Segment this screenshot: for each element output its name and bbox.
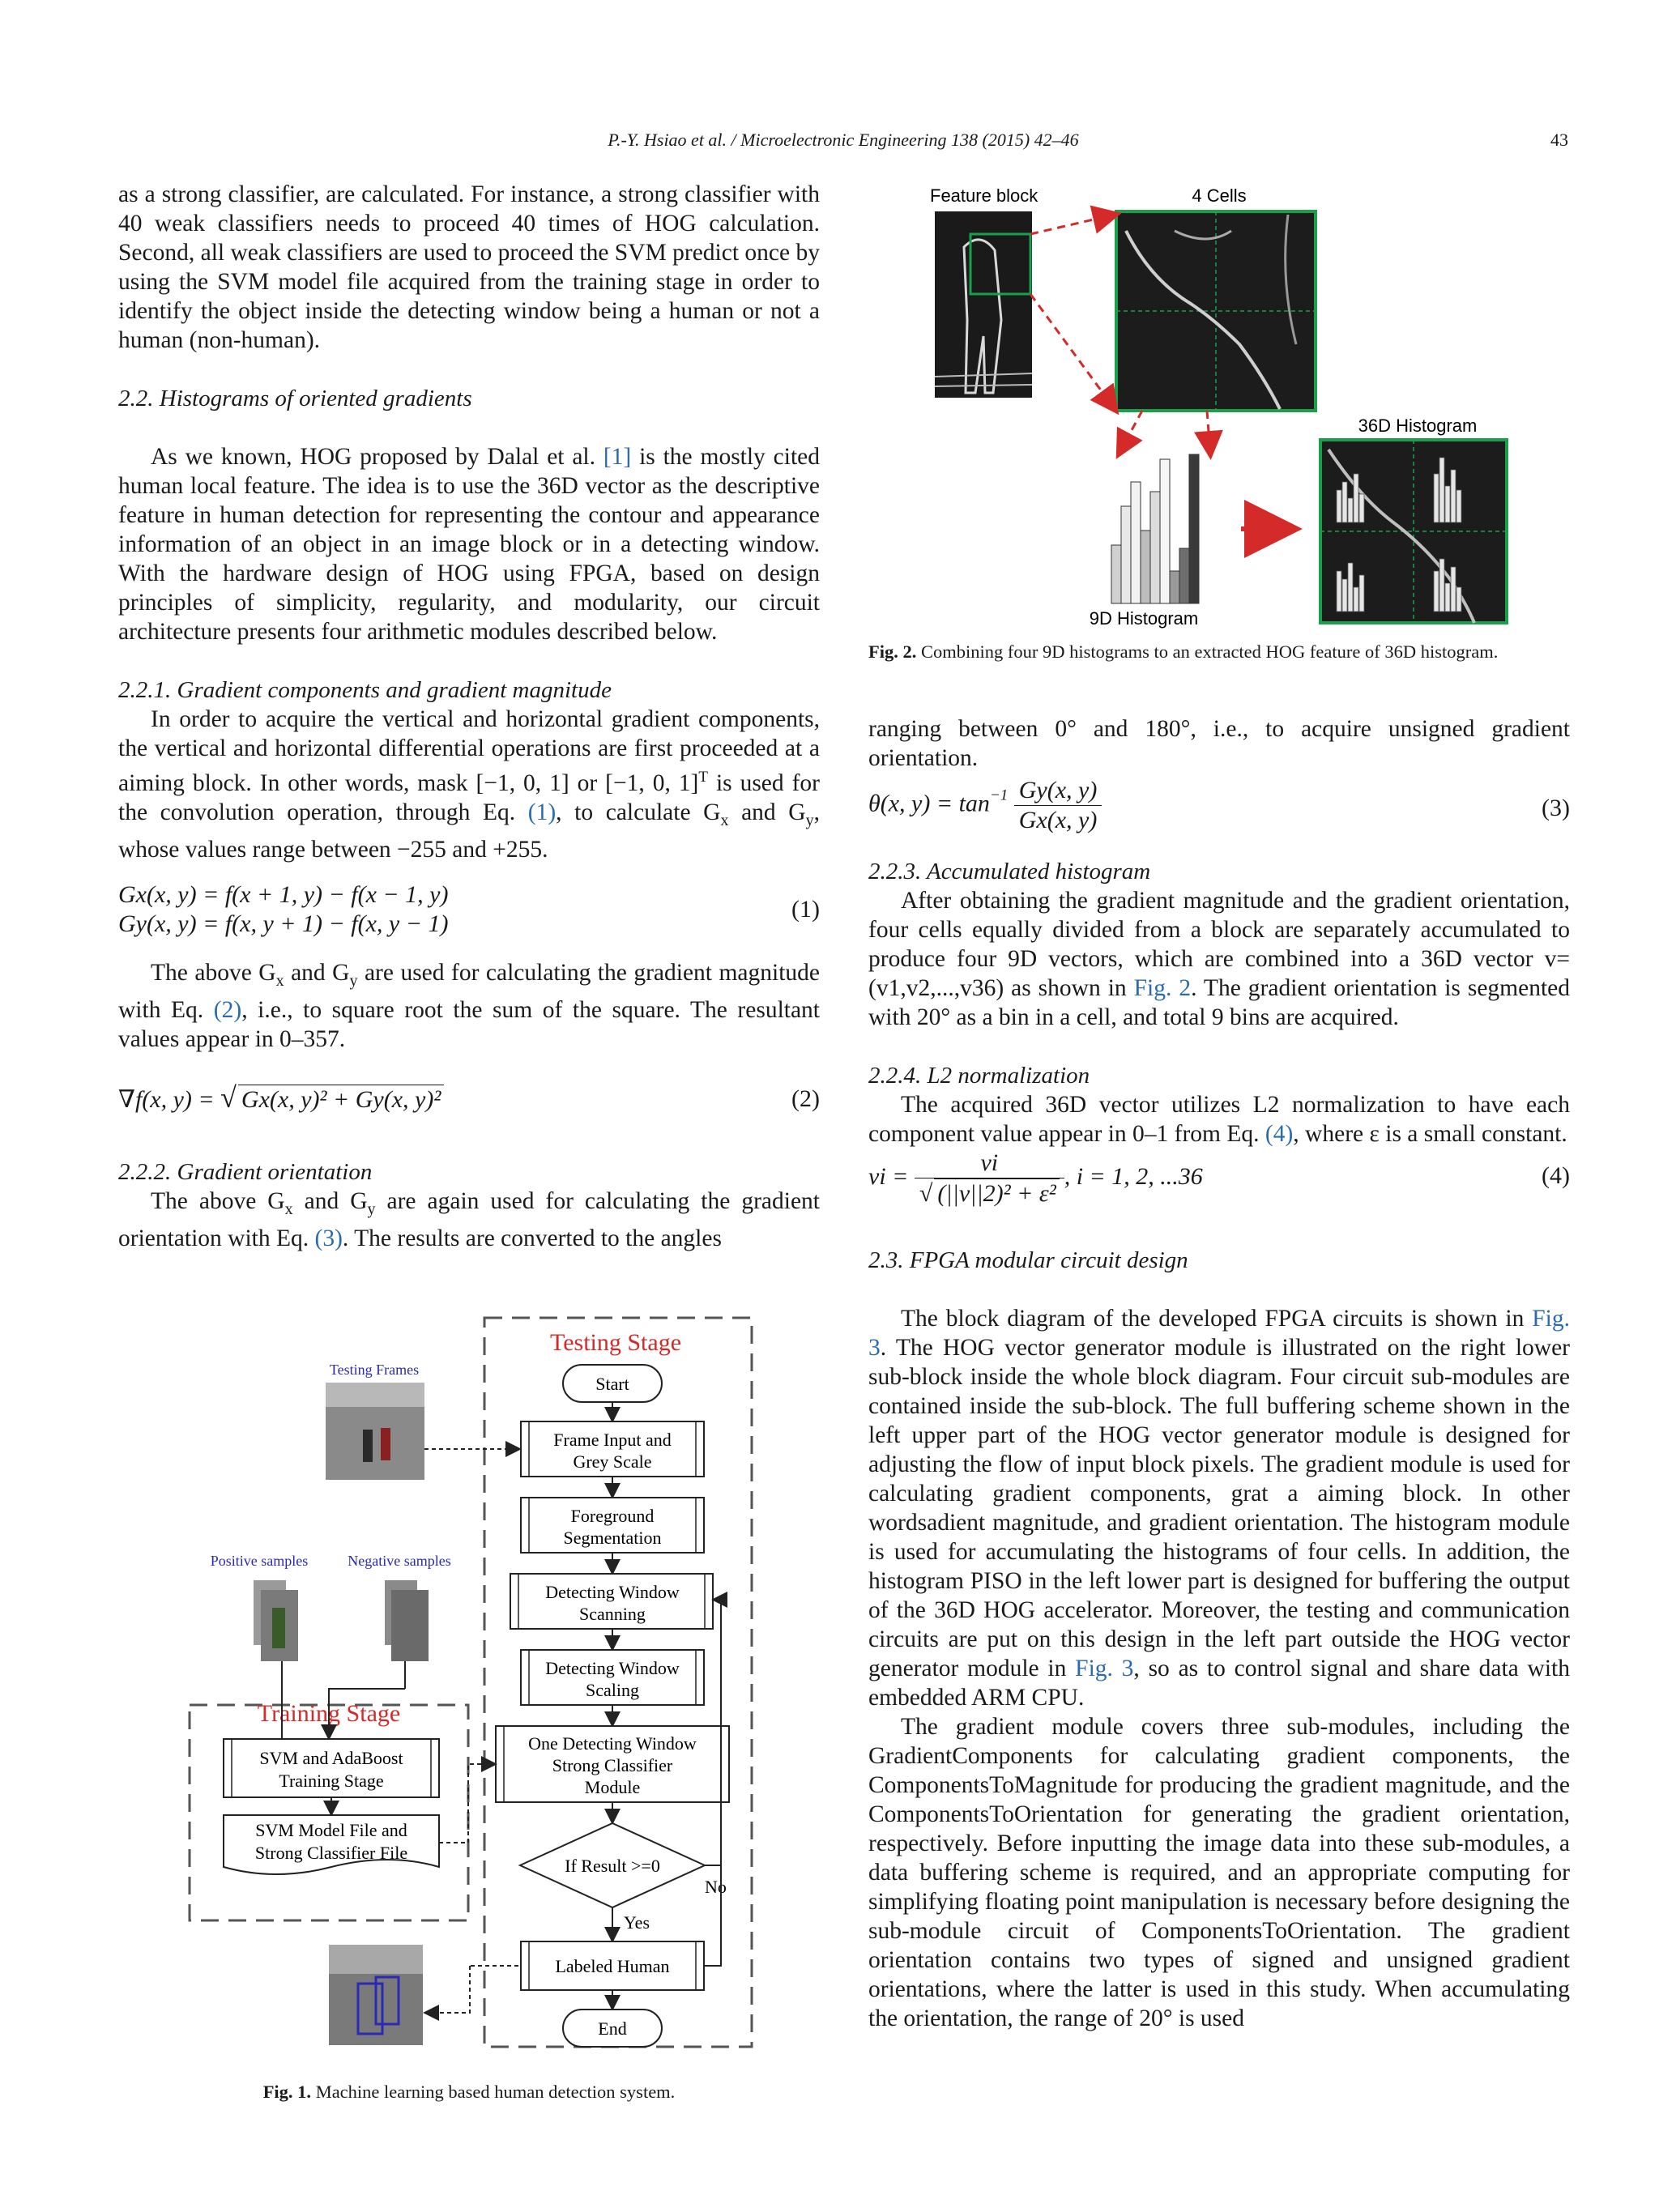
equation-1-number: (1) [791, 895, 820, 923]
nine-d-histogram [1111, 454, 1199, 603]
equation-2: ∇f(x, y) = √ Gx(x, y)² + Gy(x, y)² (2) [118, 1080, 820, 1114]
positive-samples-label: Positive samples [210, 1553, 309, 1569]
figure-1 [146, 1308, 778, 2090]
strong-classifier-line-2: Strong Classifier [552, 1755, 673, 1775]
negative-samples-label: Negative samples [348, 1553, 451, 1569]
paragraph-intro: as a strong classifier, are calculated. For instance, a strong classifier with 40 weak classifiers needs to proceed 40 times of HOG calculation. Second, all weak classifiers are used to proceed the SVM predict once by using the SVM model file acquired from the training stage in order to identify the object inside the detecting window being a human or not a human (non-human). [118, 181, 820, 353]
equation-4-number: (4) [1542, 1162, 1570, 1189]
paragraph-continued: ranging between 0° and 180°, i.e., to acquire unsigned gradient orientation. [868, 716, 1570, 771]
section-heading-2-2-3: 2.2.3. Accumulated histogram [868, 859, 1151, 884]
yes-label: Yes [624, 1912, 650, 1933]
strong-classifier-line-1: One Detecting Window [528, 1733, 697, 1754]
eq-link-3[interactable]: (3) [314, 1225, 343, 1251]
equation-4-fraction: $\frac{vi}{\text{√ (||v||2)² + ε²}}$ [915, 1149, 1064, 1208]
equation-3: θ(x, $y) = \tan^{-1}$ $\frac{Gy(x, y)}{Gx(x, y)}$ (3) [868, 777, 1570, 833]
svm-training-line-1: SVM and AdaBoost [259, 1748, 403, 1768]
fig-link-2[interactable]: Fig. 2 [1133, 975, 1192, 1001]
figure-1-diagram [146, 1308, 778, 2090]
nine-d-histogram-label: 9D Histogram [1089, 608, 1199, 629]
frame-input-line-1: Frame Input and [553, 1430, 672, 1450]
journal-citation: P.-Y. Hsiao et al. / Microelectronic Engineering 138 (2015) 42–46 [608, 130, 1079, 150]
dw-scaling-line-1: Detecting Window [545, 1658, 680, 1678]
section-heading-2-2-2: 2.2.2. Gradient orientation [118, 1158, 373, 1185]
paragraph-2-2-1: In order to acquire the vertical and horizontal gradient components, the vertical and horizontal differential operations are first proceeded at a aiming block. In other words, mask [−1, 0, 1] or [−1, 0, 1]$^T$ is used for the convolution operation, through Eq. (1), to calculate $G_x$ and $G_y$, whose values range between −255 and +255. [118, 706, 820, 863]
feature-block-label: Feature block [930, 185, 1038, 206]
figure-2-diagram [907, 182, 1539, 636]
page-number: 43 [1550, 130, 1568, 150]
eq-link-4[interactable]: (4) [1265, 1121, 1294, 1147]
paragraph-2-2: As we known, HOG proposed by Dalal et al. [1] is the mostly cited human local feature. The idea is to use the 36D vector as the descriptive feature in human detection for representing the contour and appearance information of an object in an image block or in a detecting window. With the hardware design of HOG using FPGA, based on design principles of simplicity, regularity, and modularity, our circuit architecture presents four arithmetic modules described below. [118, 444, 820, 645]
svm-file-line-1: SVM Model File and [255, 1820, 407, 1840]
foreground-line-1: Foreground [570, 1506, 655, 1526]
paragraph-2-2-2: The above $G_x$ and $G_y$ are again used for calculating the gradient orientation with Eq. (3). The results are converted to the angles [118, 1187, 820, 1251]
start-label: Start [595, 1374, 629, 1394]
svm-training-line-2: Training Stage [279, 1771, 384, 1791]
paragraph-2-3-b: The gradient module covers three sub-modules, including the GradientComponents for calculating gradient components, the ComponentsToMagnitude for producing the gradient magnitude, and the ComponentsToOrientation for generating the gradient orientation, respectively. Before inputting the image data into these sub-modules, a data buffering scheme is required, and an appropriate computing for simplifying floating point manipulation is necessary before designing the sub-module circuit of ComponentsToOrientation. The gradient orientation contains two types of signed and unsigned gradient orientations, where the latter is used in this study. When accumulating the orientation, the range of 20° is used [868, 1714, 1570, 2031]
fig-link-3a[interactable]: Fig. 3 [868, 1306, 1570, 1361]
testing-frames-label: Testing Frames [329, 1362, 420, 1378]
thirty-six-d-histogram-label: 36D Histogram [1358, 416, 1478, 436]
equation-2-number: (2) [791, 1085, 820, 1112]
section-heading-2-2-4: 2.2.4. L2 normalization [868, 1063, 1090, 1089]
paragraph-2-2-3: After obtaining the gradient magnitude and the gradient orientation, four cells equally divided from a block are separately accumulated to produce four 9D vectors, which are combined into a 36D vector v=(v1,v2,...,v36) as shown in Fig. 2. The gradient orientation is segmented with 20° as a bin in a cell, and total 9 bins are acquired. [868, 888, 1571, 1030]
dw-scaling-line-2: Scaling [586, 1680, 639, 1700]
paragraph-magnitude: The above $G_x$ and $G_y$ are used for calculating the gradient magnitude with Eq. (2), i.e., to square root the sum of the square. The resultant values appear in 0–357. [118, 959, 821, 1052]
equation-2-radicand: Gx(x, y)² + Gy(x, y)² [238, 1085, 444, 1115]
left-column [118, 180, 820, 1253]
equation-3-fraction: $\frac{Gy(x, y)}{Gx(x, y)}$ [1014, 776, 1102, 835]
eq-link-1[interactable]: (1) [527, 799, 557, 825]
svm-file-line-2: Strong Classifier File [254, 1843, 408, 1863]
foreground-line-2: Segmentation [563, 1528, 662, 1548]
equation-1-line-2: Gy(x, y) = f(x, y + 1) − f(x, y − 1) [118, 910, 449, 937]
equation-3-number: (3) [1542, 795, 1570, 821]
dw-scanning-line-1: Detecting Window [545, 1582, 680, 1602]
end-label: End [598, 2018, 627, 2039]
equation-1-line-1: Gx(x, y) = f(x + 1, y) − f(x − 1, y) [118, 880, 449, 908]
strong-classifier-line-3: Module [584, 1777, 641, 1797]
testing-stage-label: Testing Stage [549, 1329, 682, 1356]
figure-2 [907, 182, 1539, 636]
section-heading-2-2: 2.2. Histograms of oriented gradients [118, 386, 472, 411]
equation-4: vi = $\frac{vi}{\text{√ (||v||2)² + ε²}}$ , i = 1, 2, ...36 (4) [868, 1149, 1570, 1207]
paragraph-2-3-a: The block diagram of the developed FPGA circuits is shown in Fig. 3. The HOG vector generator module is illustrated on the right lower sub-block inside the whole block diagram. Four circuit sub-modules are contained inside the sub-block. The full buffering scheme shown in the left upper part of the HOG vector generator module is designed for adjusting the flow of input block pixels. The gradient module is used for calculating gradient components, grat a aiming block. In other wordsadient magnitude, and gradient orientation. The histogram module is used for accumulating the histograms of four cells. In addition, the histogram PISO in the left lower part is designed for buffering the output of the 36D HOG accelerator. Moreover, the testing and communication circuits are put on this design in the left part outside the HOG vector generator module in Fig. 3, so as to control signal and share data with embedded ARM CPU. [868, 1306, 1570, 1711]
fig-link-3b[interactable]: Fig. 3 [1075, 1656, 1134, 1681]
four-cells-label: 4 Cells [1192, 185, 1247, 206]
ref-link-1[interactable]: [1] [603, 444, 632, 470]
dw-scanning-line-2: Scanning [579, 1604, 646, 1624]
frame-input-line-2: Grey Scale [573, 1451, 652, 1472]
no-label: No [705, 1877, 727, 1897]
figure-2-caption: Fig. 2. Combining four 9D histograms to an extracted HOG feature of 36D histogram. [868, 641, 1499, 662]
eq-link-2[interactable]: (2) [213, 996, 242, 1023]
equation-1 [118, 880, 820, 942]
section-heading-2-2-1: 2.2.1. Gradient components and gradient magnitude [118, 677, 612, 703]
decision-label: If Result >=0 [565, 1856, 660, 1876]
right-column [868, 714, 1570, 2033]
training-stage-label: Training Stage [257, 1700, 401, 1727]
section-heading-2-3: 2.3. FPGA modular circuit design [868, 1247, 1188, 1273]
running-header [118, 130, 1568, 162]
labeled-human-label: Labeled Human [555, 1956, 670, 1976]
figure-1-caption: Fig. 1. Machine learning based human detection system. [262, 2082, 676, 2102]
paragraph-2-2-4: The acquired 36D vector utilizes L2 normalization to have each component value appear in 0–1 from Eq. (4), where ε is a small constant. [868, 1092, 1570, 1147]
